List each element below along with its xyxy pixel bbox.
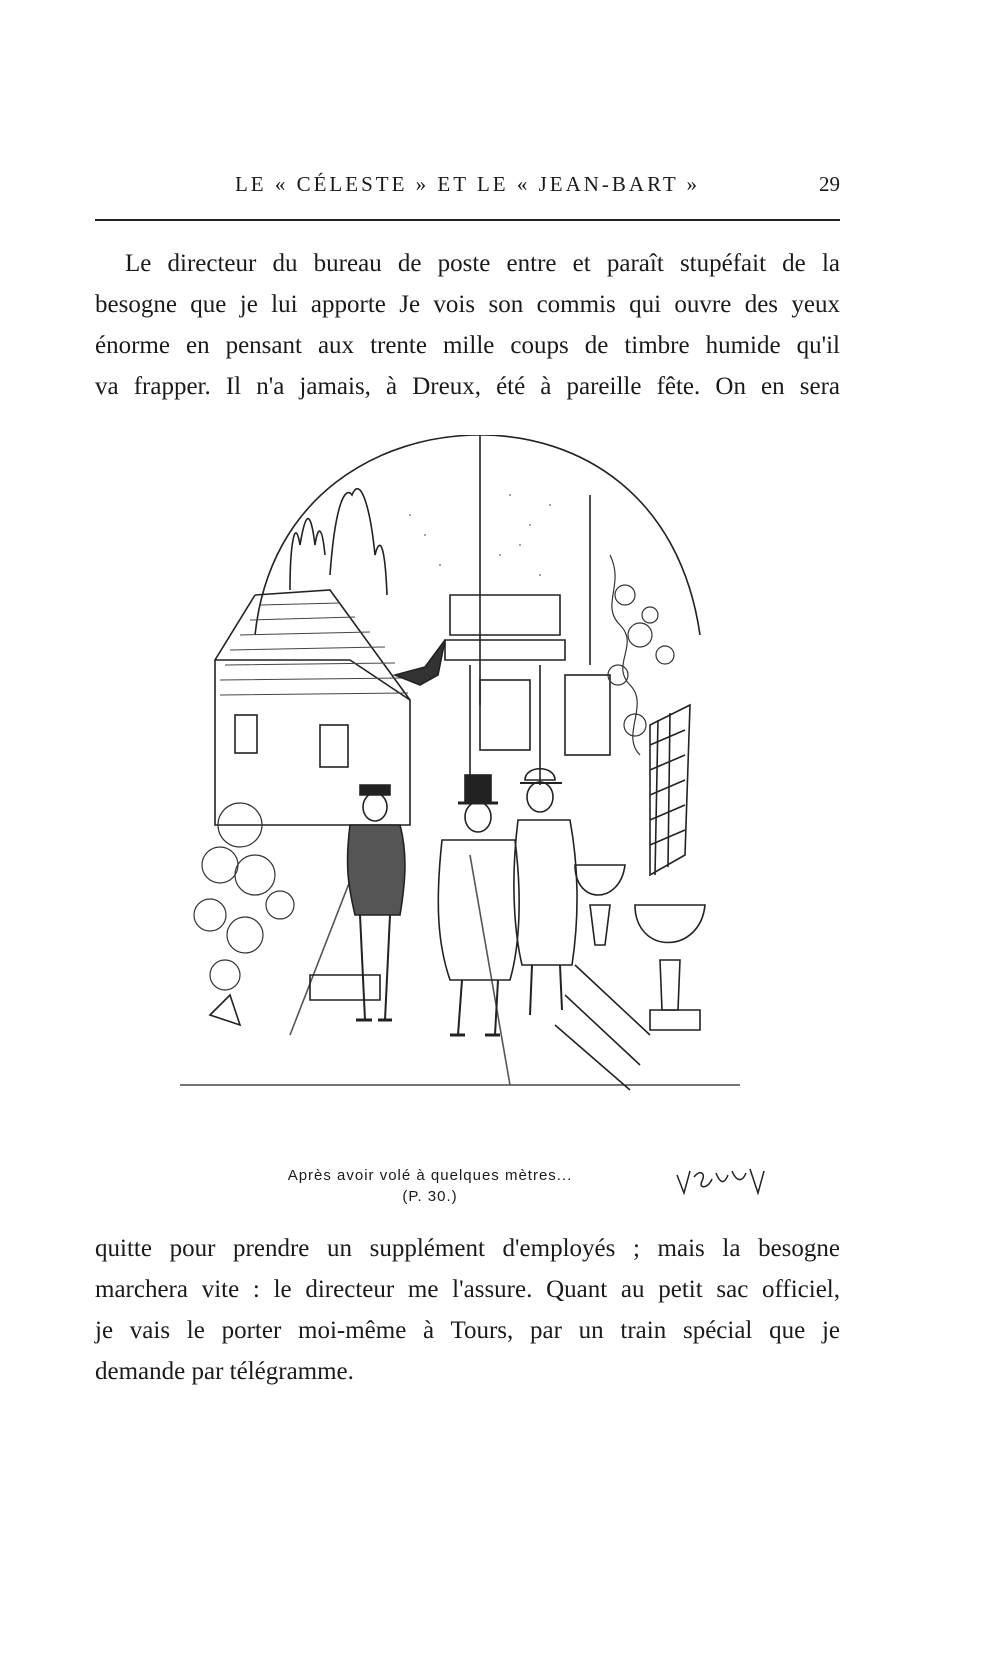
illustration-caption	[240, 1165, 620, 1207]
text-line: je vais le porter moi-même à Tours, par un train spécial que je	[95, 1317, 840, 1344]
text-line: marchera vite : le directeur me l'assure. Quant au petit sac officiel,	[95, 1276, 840, 1303]
text-line: Le directeur du bureau de poste entre et paraît stupéfait de la	[125, 250, 840, 277]
caption-text: Après avoir volé à quelques mètres...	[287, 1167, 573, 1184]
paragraph-top	[95, 243, 840, 407]
paragraph-bottom	[95, 1228, 840, 1392]
engraving-drawing	[180, 435, 780, 1155]
text-line: demande par télégramme.	[95, 1358, 354, 1385]
running-title: LE « CÉLESTE » ET LE « JEAN-BART »	[234, 172, 701, 196]
text-line: quitte pour prendre un supplément d'employés ; mais la besogne	[95, 1235, 840, 1262]
illustration-garden-scene	[180, 435, 780, 1155]
header-rule	[95, 219, 840, 221]
text-line: énorme en pensant aux trente mille coups de timbre humide qu'il	[95, 332, 840, 359]
signature-drawing	[672, 1163, 772, 1203]
artist-signature	[672, 1163, 772, 1203]
running-head	[95, 172, 840, 206]
caption-page-reference: (P. 30.)	[402, 1188, 458, 1205]
page-number: 29	[819, 172, 840, 196]
text-line: va frapper. Il n'a jamais, à Dreux, été à pareille fête. On en sera	[95, 373, 840, 400]
text-line: besogne que je lui apporte Je vois son commis qui ouvre des yeux	[95, 291, 840, 318]
